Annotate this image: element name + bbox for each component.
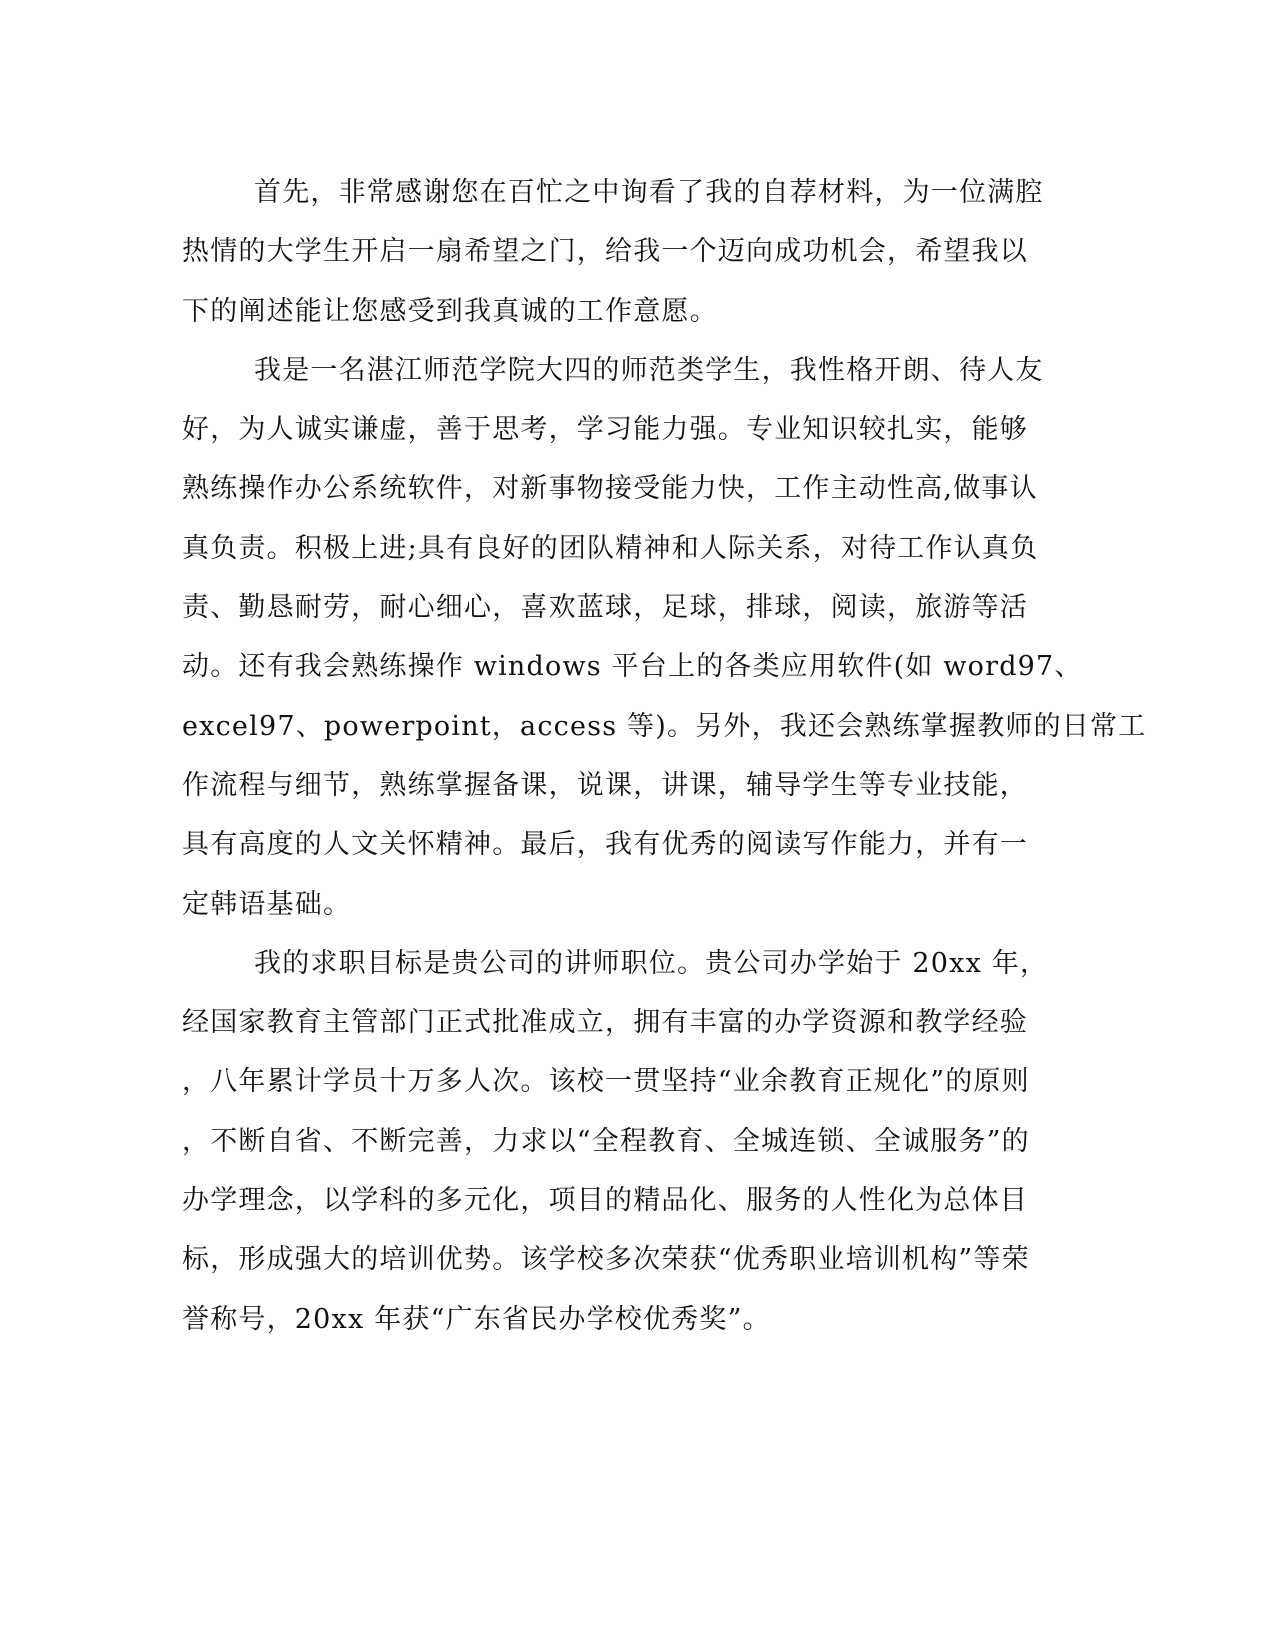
text-line: ，八年累计学员十万多人次。该校一贯坚持“业余教育正规化”的原则	[182, 1066, 1030, 1098]
text-line: 具有高度的人文关怀精神。最后，我有优秀的阅读写作能力，并有一	[182, 829, 1028, 861]
text-line: 我是一名湛江师范学院大四的师范类学生，我性格开朗、待人友	[254, 354, 1044, 386]
paragraph-job-objective	[182, 934, 1049, 1349]
text-line: 熟练操作办公系统软件，对新事物接受能力快，工作主动性高,做事认	[182, 473, 1038, 505]
text-line: excel97、powerpoint，access 等)。另外，我还会熟练掌握教师的日常工	[182, 710, 1147, 742]
text-line: 誉称号，20xx 年获“广东省民办学校优秀奖”。	[182, 1303, 771, 1335]
text-line: 标，形成强大的培训优势。该学校多次荣获“优秀职业培训机构”等荣	[182, 1244, 1030, 1276]
text-line: 经国家教育主管部门正式批准成立，拥有丰富的办学资源和教学经验	[182, 1007, 1028, 1039]
text-line: 首先，非常感谢您在百忙之中询看了我的自荐材料，为一位满腔	[254, 177, 1044, 208]
text-line: ，不断自省、不断完善，力求以“全程教育、全城连锁、全诚服务”的	[182, 1125, 1030, 1157]
text-line: 办学理念，以学科的多元化，项目的精品化、服务的人性化为总体目	[182, 1185, 1028, 1217]
text-line: 真负责。积极上进;具有良好的团队精神和人际关系，对待工作认真负	[182, 532, 1039, 564]
text-line: 责、勤恳耐劳，耐心细心，喜欢蓝球，足球，排球，阅读，旅游等活	[182, 592, 1028, 624]
text-line: 动。还有我会熟练操作 windows 平台上的各类应用软件(如 word97、	[182, 651, 1083, 683]
text-line: 下的阐述能让您感受到我真诚的工作意愿。	[182, 295, 718, 327]
text-line: 好，为人诚实谦虚，善于思考，学习能力强。专业知识较扎实，能够	[182, 414, 1028, 446]
text-line: 热情的大学生开启一扇希望之门，给我一个迈向成功机会，希望我以	[182, 236, 1028, 268]
paragraph-intro	[182, 163, 1042, 341]
text-line: 我的求职目标是贵公司的讲师职位。贵公司办学始于 20xx 年，	[254, 947, 1049, 979]
paragraph-self-introduction	[182, 341, 1147, 934]
text-line: 作流程与细节，熟练掌握备课，说课，讲课，辅导学生等专业技能，	[182, 769, 1028, 801]
document-body	[182, 163, 1147, 1349]
text-line: 定韩语基础。	[182, 888, 352, 920]
